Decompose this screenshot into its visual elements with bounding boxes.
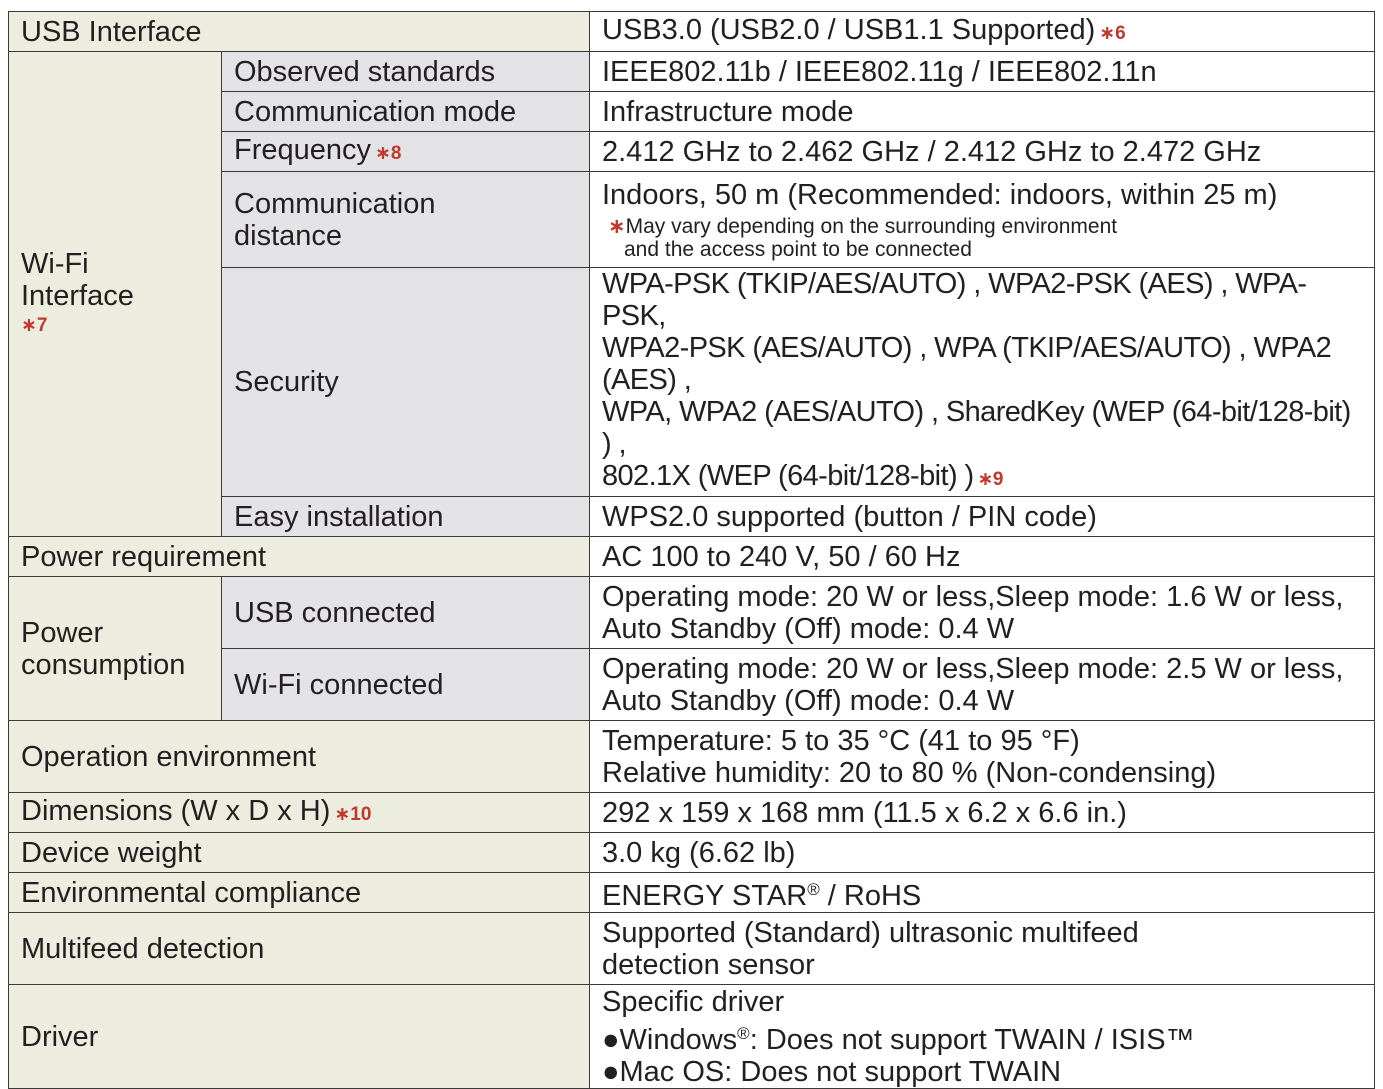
value-wifi-connected [590, 649, 1375, 721]
driver-windows-line [602, 1018, 1362, 1056]
row-observed-standards [9, 52, 1375, 92]
value-line: Auto Standby (Off) mode: 0.4 W [602, 612, 1015, 645]
row-device-weight [9, 833, 1375, 873]
label-multifeed-detection [9, 913, 590, 985]
security-line: WPA2-PSK (AES/AUTO) , WPA (TKIP/AES/AUTO) , WPA2 (AES) , [602, 332, 1332, 396]
label-dimensions [9, 793, 590, 833]
label-text: Multifeed detection [21, 932, 265, 965]
label-line: Power [21, 616, 104, 649]
label-line: Interface [21, 280, 134, 312]
value-multifeed-detection [590, 913, 1375, 985]
note-line: May vary depending on the surrounding environment [625, 214, 1118, 238]
registered-mark: ® [807, 879, 820, 899]
value-text: 2.412 GHz to 2.462 GHz / 2.412 GHz to 2.472 GHz [602, 135, 1262, 168]
label-power-consumption [9, 577, 222, 721]
value-text: 292 x 159 x 168 mm (11.5 x 6.2 x 6.6 in.) [602, 796, 1127, 829]
row-usb-connected [9, 577, 1375, 649]
label-environmental-compliance [9, 873, 590, 913]
label-line: Wi-Fi [21, 248, 89, 280]
security-line: 802.1X (WEP (64-bit/128-bit) ) [602, 460, 974, 492]
label-wifi-interface [9, 52, 222, 537]
label-text: Operation environment [21, 740, 316, 773]
value-line: Relative humidity: 20 to 80 % (Non-condensing) [602, 756, 1217, 789]
value-line: Specific driver [602, 985, 785, 1018]
registered-mark: ® [737, 1023, 750, 1043]
value-frequency [590, 132, 1375, 172]
value-usb-connected [590, 577, 1375, 649]
row-multifeed-detection [9, 913, 1375, 985]
label-usb-connected [222, 577, 590, 649]
label-easy-installation [222, 497, 590, 537]
label-frequency [222, 132, 590, 172]
label-text: Environmental compliance [21, 876, 362, 909]
row-operation-environment [9, 721, 1375, 793]
value-line: Operating mode: 20 W or less,Sleep mode: 1.6 W or less, [602, 580, 1344, 613]
label-text: Power requirement [21, 540, 266, 573]
value-text: Indoors, 50 m (Recommended: indoors, within 25 m) [602, 178, 1278, 211]
value-operation-environment [590, 721, 1375, 793]
value-text: / RoHS [819, 879, 922, 912]
value-environmental-compliance [590, 873, 1375, 913]
label-text: Wi-Fi connected [234, 668, 444, 701]
label-line: Communication [234, 187, 436, 220]
footnote-ref: ∗6 [1099, 22, 1126, 44]
row-usb-interface [9, 12, 1375, 52]
row-environmental-compliance [9, 873, 1375, 913]
label-communication-distance [222, 172, 590, 268]
label-text: Easy installation [234, 500, 444, 533]
value-text: IEEE802.11b / IEEE802.11g / IEEE802.11n [602, 55, 1157, 88]
value-communication-distance [590, 172, 1375, 268]
value-text: : Does not support TWAIN / ISIS™ [749, 1023, 1195, 1056]
value-text: USB3.0 (USB2.0 / USB1.1 Supported) [602, 13, 1096, 46]
value-text: 3.0 kg (6.62 lb) [602, 836, 796, 869]
row-driver [9, 985, 1375, 1089]
label-security [222, 268, 590, 497]
value-usb-interface [590, 12, 1375, 52]
label-operation-environment [9, 721, 590, 793]
label-text: Observed standards [234, 55, 496, 88]
label-text: Driver [21, 1020, 99, 1053]
label-line: consumption [21, 648, 186, 681]
security-line: WPA-PSK (TKIP/AES/AUTO) , WPA2-PSK (AES) , WPA-PSK, [602, 268, 1307, 332]
label-text: USB Interface [21, 15, 202, 48]
row-dimensions [9, 793, 1375, 833]
value-device-weight [590, 833, 1375, 873]
value-text: AC 100 to 240 V, 50 / 60 Hz [602, 540, 961, 573]
value-line: Operating mode: 20 W or less,Sleep mode: 2.5 W or less, [602, 652, 1344, 685]
label-observed-standards [222, 52, 590, 92]
value-text: ●Windows [602, 1023, 738, 1056]
note-asterisk: ∗ [608, 214, 626, 238]
note-line: and the access point to be connected [624, 237, 972, 261]
label-text: Frequency [234, 133, 372, 166]
value-line: Supported (Standard) ultrasonic multifeed [602, 916, 1139, 949]
value-text: Infrastructure mode [602, 95, 854, 128]
value-observed-standards [590, 52, 1375, 92]
value-easy-installation [590, 497, 1375, 537]
row-power-requirement [9, 537, 1375, 577]
value-power-requirement [590, 537, 1375, 577]
label-device-weight [9, 833, 590, 873]
label-text: Communication mode [234, 95, 517, 128]
footnote-ref: ∗10 [334, 803, 372, 825]
security-line: WPA, WPA2 (AES/AUTO) , SharedKey (WEP (64-bit/128-bit) ) , [602, 396, 1351, 460]
value-line: ●Mac OS: Does not support TWAIN [602, 1055, 1062, 1088]
distance-note [602, 215, 1362, 261]
label-power-requirement [9, 537, 590, 577]
value-text: WPS2.0 supported (button / PIN code) [602, 500, 1097, 533]
label-text: Dimensions (W x D x H) [21, 794, 331, 827]
footnote-ref: ∗8 [375, 142, 402, 164]
value-communication-mode [590, 92, 1375, 132]
label-communication-mode [222, 92, 590, 132]
footnote-ref: ∗9 [977, 469, 1003, 490]
value-line: Auto Standby (Off) mode: 0.4 W [602, 684, 1015, 717]
value-security [590, 268, 1375, 497]
label-usb-interface [9, 12, 590, 52]
value-line: Temperature: 5 to 35 °C (41 to 95 °F) [602, 724, 1080, 757]
label-line: distance [234, 219, 343, 252]
value-line: detection sensor [602, 948, 815, 981]
label-text: Device weight [21, 836, 202, 869]
value-driver [590, 985, 1375, 1089]
value-text: ENERGY STAR [602, 879, 808, 912]
spec-table [8, 11, 1375, 1089]
value-dimensions [590, 793, 1375, 833]
label-wifi-connected [222, 649, 590, 721]
label-text: Security [234, 366, 339, 398]
label-driver [9, 985, 590, 1089]
security-line-last [602, 460, 1362, 496]
label-text: USB connected [234, 596, 436, 629]
footnote-ref: ∗7 [21, 315, 48, 336]
